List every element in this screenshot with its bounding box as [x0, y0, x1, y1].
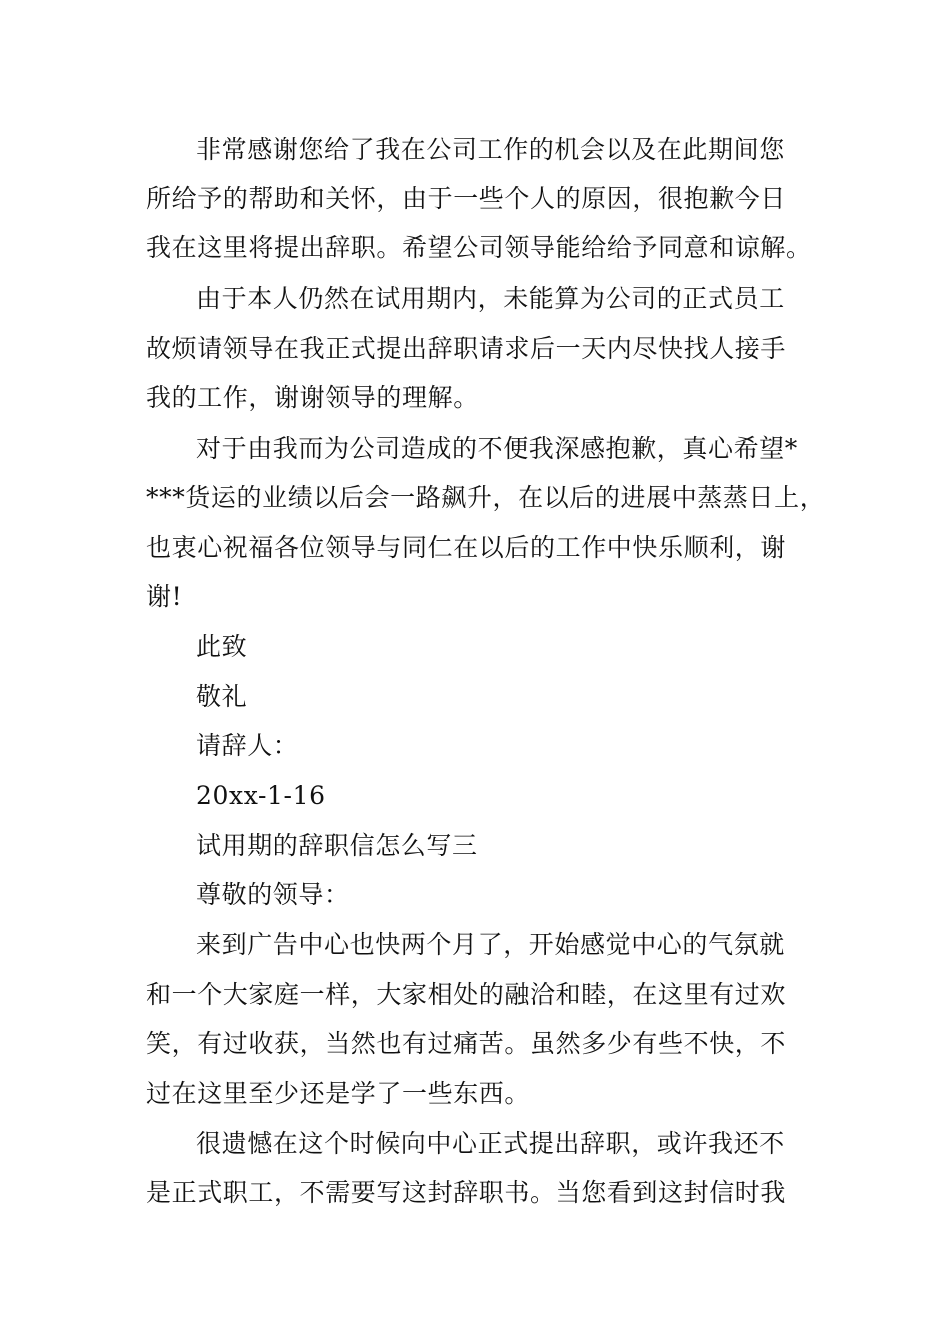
- paragraph-1-line-3: 我在这里将提出辞职。希望公司领导能给给予同意和谅解。: [146, 233, 812, 262]
- paragraph-3-line-1: 对于由我而为公司造成的不便我深感抱歉，真心希望*: [196, 434, 798, 463]
- closing-salutation: 此致: [196, 632, 248, 661]
- paragraph-5-line-1: 很遗憾在这个时候向中心正式提出辞职，或许我还不: [196, 1129, 785, 1158]
- paragraph-2-line-2: 故烦请领导在我正式提出辞职请求后一天内尽快找人接手: [146, 334, 787, 363]
- section-heading: 试用期的辞职信怎么写三: [196, 831, 478, 860]
- paragraph-2-line-1: 由于本人仍然在试用期内，未能算为公司的正式员工: [196, 284, 785, 313]
- signature-label: 请辞人：: [196, 731, 299, 760]
- paragraph-2-line-3: 我的工作，谢谢领导的理解。: [146, 383, 479, 412]
- paragraph-4-line-3: 笑，有过收获，当然也有过痛苦。虽然多少有些不快，不: [146, 1029, 787, 1058]
- paragraph-5-line-2: 是正式职工，不需要写这封辞职书。当您看到这封信时我: [146, 1178, 787, 1207]
- paragraph-4-line-4: 过在这里至少还是学了一些东西。: [146, 1079, 531, 1108]
- paragraph-1-line-2: 所给予的帮助和关怀，由于一些个人的原因，很抱歉今日: [146, 184, 787, 213]
- paragraph-3-line-2: ***货运的业绩以后会一路飙升，在以后的进展中蒸蒸日上，: [146, 483, 826, 512]
- paragraph-3-line-3: 也衷心祝福各位领导与同仁在以后的工作中快乐顺利，谢: [146, 533, 787, 562]
- paragraph-4-line-1: 来到广告中心也快两个月了，开始感觉中心的气氛就: [196, 930, 785, 959]
- closing-regards: 敬礼: [196, 682, 248, 711]
- letter-greeting: 尊敬的领导：: [196, 880, 350, 909]
- paragraph-3-line-4: 谢!: [146, 582, 183, 611]
- paragraph-4-line-2: 和一个大家庭一样，大家相处的融洽和睦，在这里有过欢: [146, 980, 787, 1009]
- letter-date: 20xx-1-16: [196, 781, 326, 810]
- paragraph-1-line-1: 非常感谢您给了我在公司工作的机会以及在此期间您: [196, 135, 785, 164]
